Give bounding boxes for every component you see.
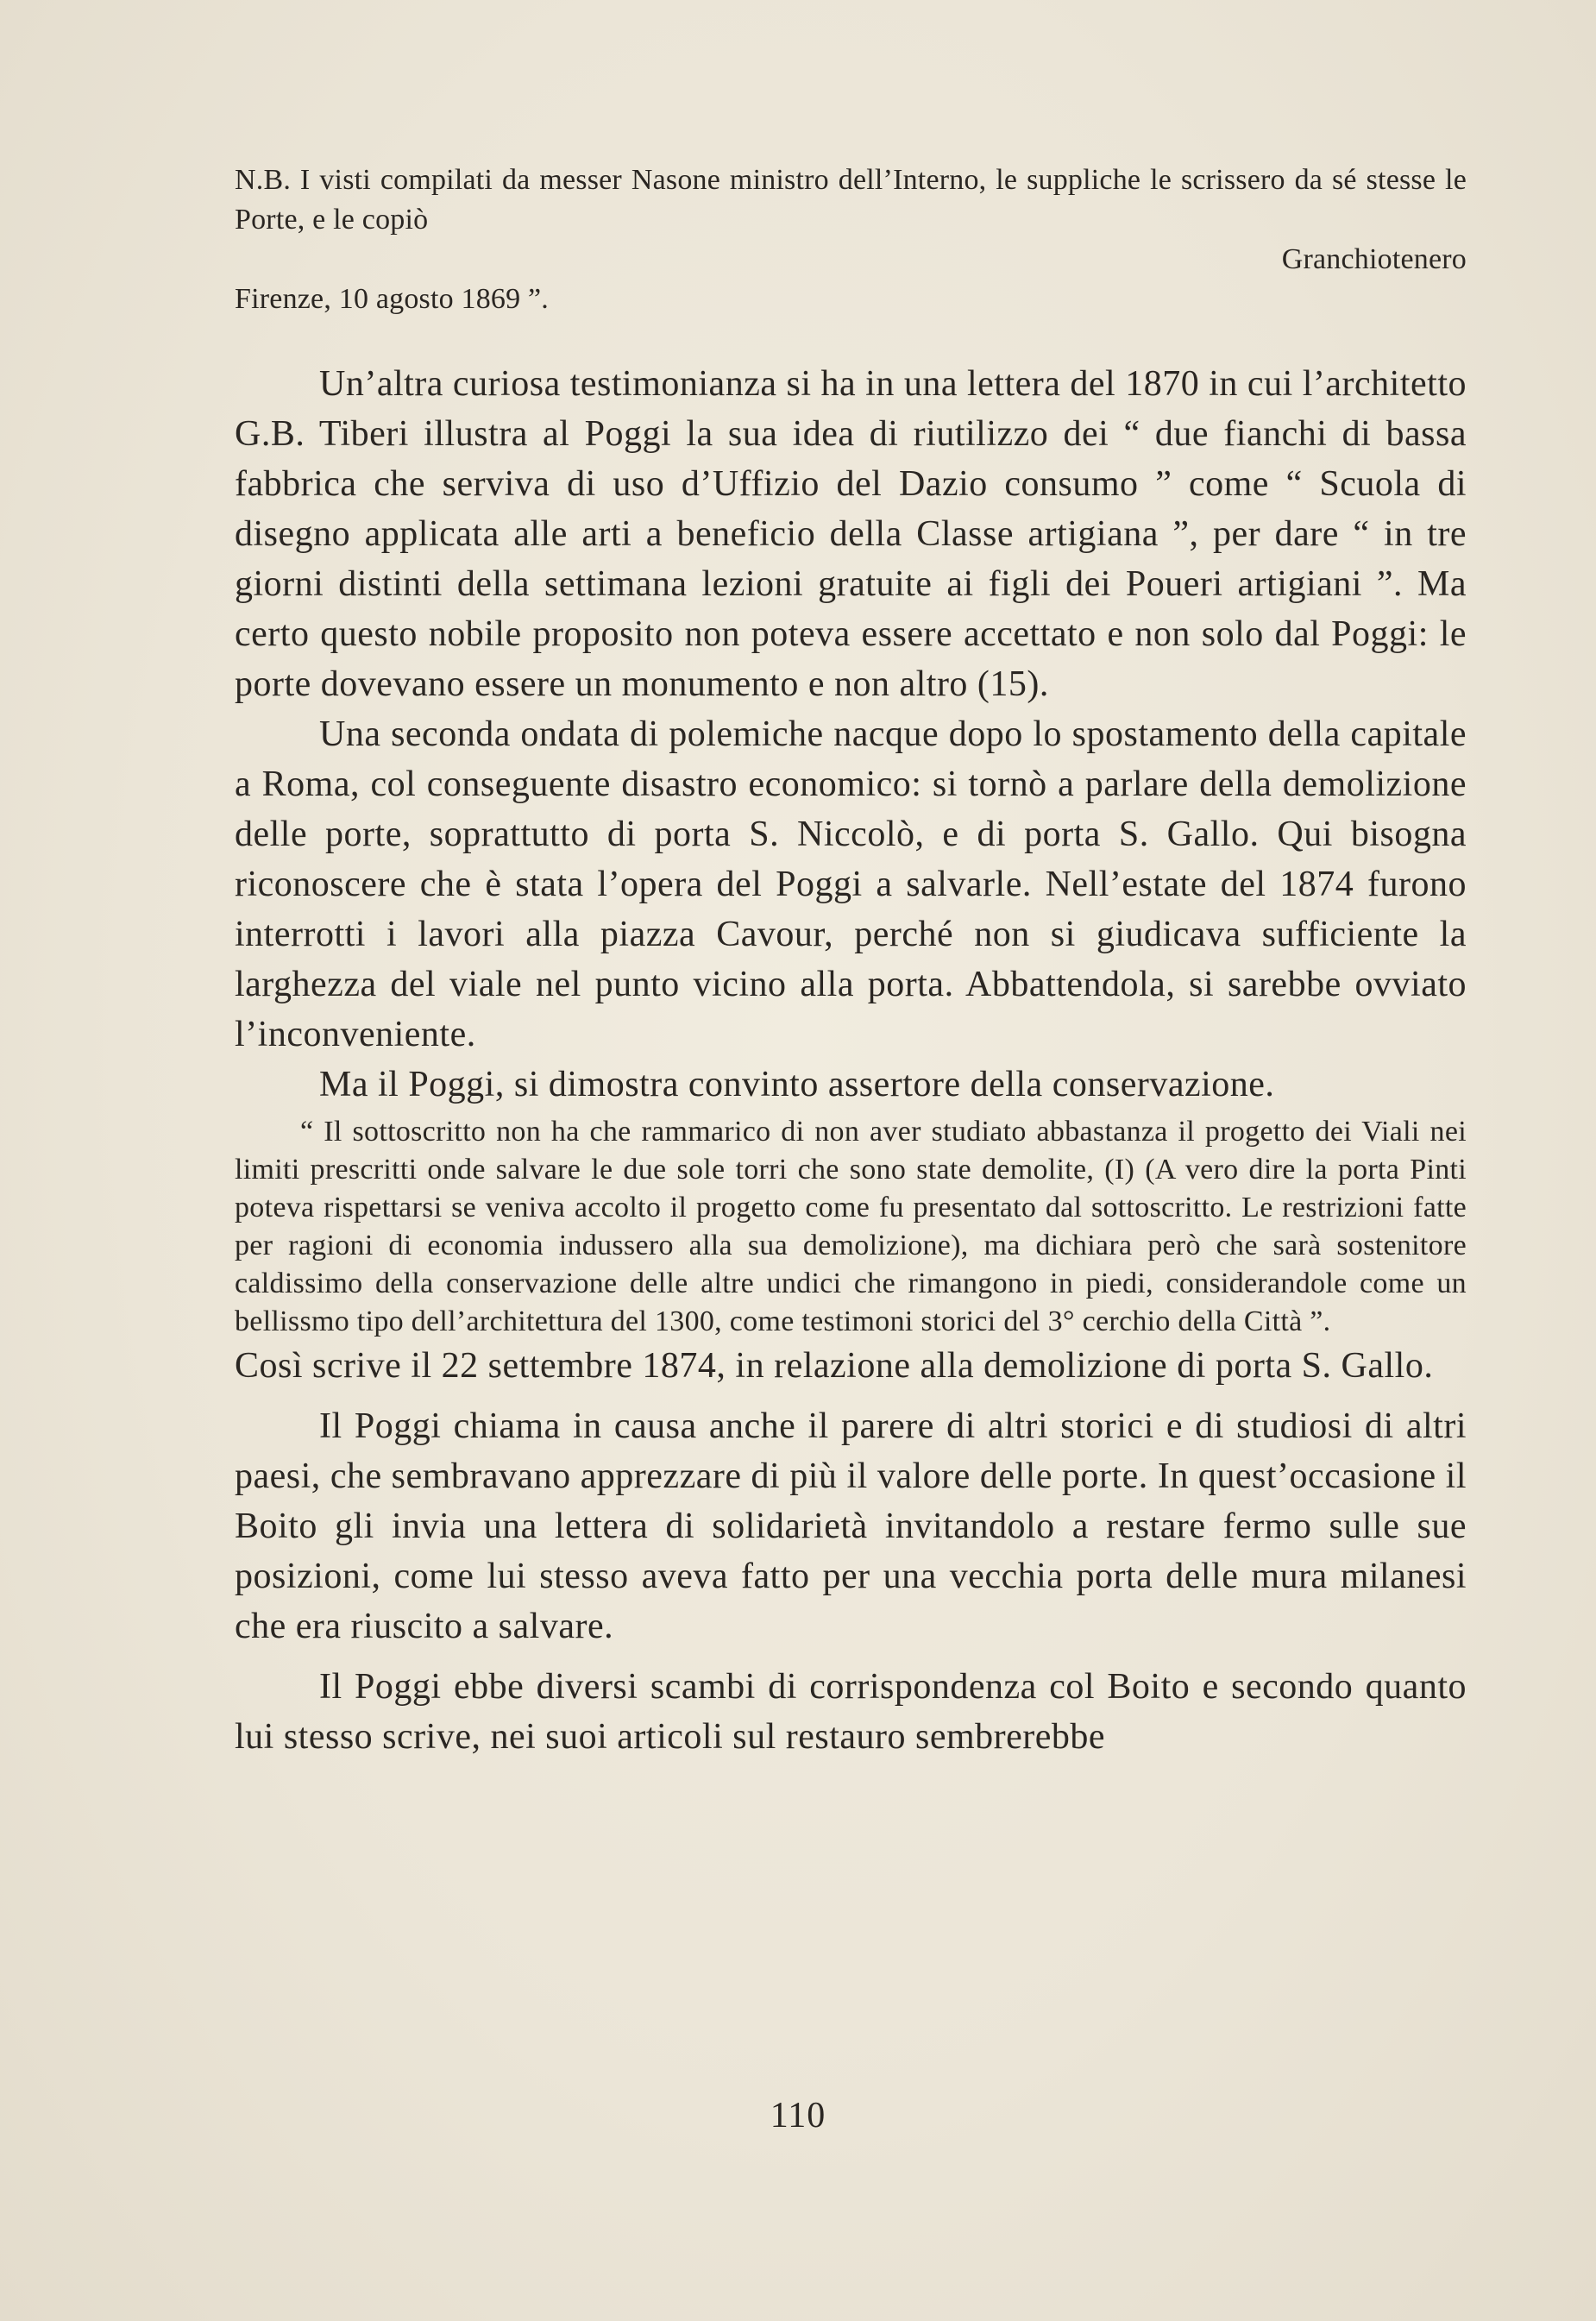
paragraph-5: Il Poggi ebbe diversi scambi di corrispondenza col Boito e secondo quanto lui stesso scrive, nei suoi articoli sul restauro sembrerebbe — [235, 1667, 1467, 1757]
nb-note: N.B. I visti compilati da messer Nasone ministro dell’Interno, le suppliche le scrissero da sé stesse le Porte, e le copiò — [235, 164, 1467, 236]
block-quote — [235, 1113, 1467, 1341]
paragraph-2: Una seconda ondata di polemiche nacque dopo lo spostamento della capitale a Roma, col conseguente disastro economico: si tornò a parlare della demolizione delle porte, soprattutto di porta S. Niccolò, e di porta S. Gallo. Qui bisogna riconoscere che è stata l’opera del Poggi a salvarle. Nell’estate del 1874 furono interrotti i lavori alla piazza Cavour, perché non si giudicava sufficiente la larghezza del viale nel punto vicino alla porta. Abbattendola, si sarebbe ovviato l’inconveniente. — [235, 714, 1467, 1054]
text-column — [235, 160, 1467, 1762]
page-number: 110 — [770, 2096, 826, 2135]
paragraph-4: Il Poggi chiama in causa anche il parere di altri storici e di studiosi di altri paesi, che sembravano apprezzare di più il valore delle porte. In quest’occasione il Boito gli invia una lettera di solidarietà invitandolo a restare fermo sulle sue posizioni, come lui stesso aveva fatto per una vecchia porta delle mura milanesi che era riuscito a salvare. — [235, 1406, 1467, 1646]
quote-text: “ Il sottoscritto non ha che rammarico di non aver studiato abbastanza il progetto dei Viali nei limiti prescritti onde salvare le due sole torri che sono state demolite, (I) (A vero dire la porta Pinti poteva rispettarsi se veniva accolto il progetto come fu presentato dal sottoscritto. Le restrizioni fatte per ragioni di economia indussero alla sua demolizione), ma dichiara però che sarà sostenitore caldissimo della conservazione delle altre undici che rimangono in piedi, considerandole come un bellissmo tipo dell’architettura del 1300, come testimoni storici del 3° cerchio della Città ”. — [235, 1116, 1467, 1337]
paragraph-3: Ma il Poggi, si dimostra convinto assertore della conservazione. — [319, 1065, 1275, 1104]
dateline: Firenze, 10 agosto 1869 ”. — [235, 283, 550, 315]
signature: Granchiotenero — [1281, 243, 1467, 275]
after-quote-text: Così scrive il 22 settembre 1874, in relazione alla demolizione di porta S. Gallo. — [235, 1346, 1434, 1386]
paragraph-1: Un’altra curiosa testimonianza si ha in una lettera del 1870 in cui l’architetto G.B. Tiberi illustra al Poggi la sua idea di riutilizzo dei “ due fianchi di bassa fabbrica che serviva di uso d’Uffizio del Dazio consumo ” come “ Scuola di disegno applicata alle arti a beneficio della Classe artigiana ”, per dare “ in tre giorni distinti della settimana lezioni gratuite ai figli dei Poueri artigiani ”. Ma certo questo nobile proposito non poteva essere accettato e non solo dal Poggi: le porte dovevano essere un monumento e non altro (15). — [235, 364, 1467, 704]
